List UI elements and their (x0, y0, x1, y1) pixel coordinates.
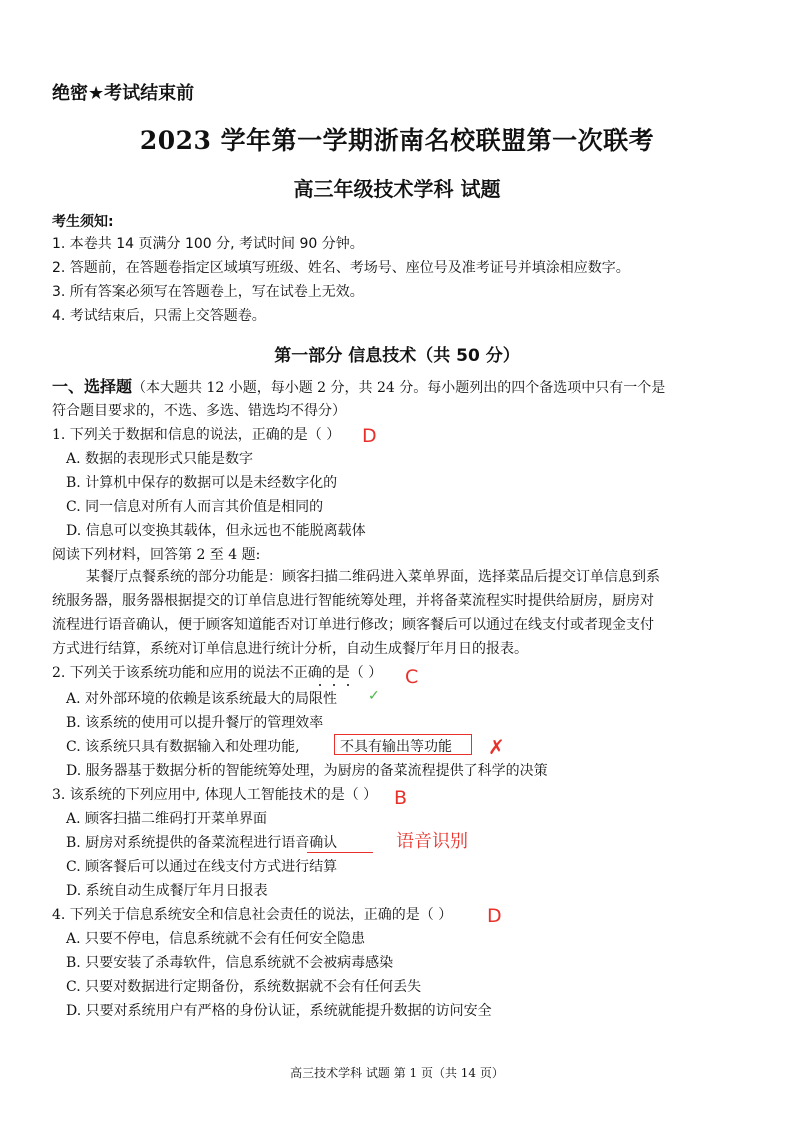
option-c: C. 同一信息对所有人而言其价值是相同的 (66, 499, 324, 515)
material-intro: 阅读下列材料，回答第 2 至 4 题: (52, 547, 261, 563)
question-stem: 2. 下列关于该系统功能和应用的说法不正确的是（ ） (52, 665, 383, 681)
option-c: C. 该系统只具有数据输入和处理功能, (66, 739, 300, 755)
handwritten-answer: C (405, 666, 419, 688)
exam-subtitle: 高三年级技术学科 试题 (293, 177, 501, 201)
option-c: C. 只要对数据进行定期备份，系统数据就不会有任何丢失 (66, 979, 422, 995)
handwritten-note: 语音识别 (396, 831, 468, 852)
option-d: D. 只要对系统用户有严格的身份认证，系统就能提升数据的访问安全 (66, 1003, 492, 1019)
notice-item: 1. 本卷共 14 页满分 100 分, 考试时间 90 分钟。 (52, 236, 364, 252)
option-a: A. 顾客扫描二维码打开菜单界面 (66, 811, 268, 827)
option-b: B. 只要安装了杀毒软件，信息系统就不会被病毒感染 (66, 955, 394, 971)
material-line: 方式进行结算，系统对订单信息进行统计分析，自动生成餐厅年月日的报表。 (52, 641, 528, 657)
exam-title: 2023 学年第一学期浙南名校联盟第一次联考 (139, 126, 655, 155)
option-a: A. 对外部环境的依赖是该系统最大的局限性 (66, 691, 338, 707)
question-stem: 3. 该系统的下列应用中, 体现人工智能技术的是（ ） (52, 787, 378, 803)
section-line-1 (52, 379, 665, 396)
handwritten-answer: D (362, 425, 377, 447)
notice-item: 2. 答题前，在答题卷指定区域填写班级、姓名、考场号、座位号及准考证号并填涂相应数字。 (52, 260, 630, 276)
option-b: B. 该系统的使用可以提升餐厅的管理效率 (66, 715, 324, 731)
option-b: B. 计算机中保存的数据可以是未经数字化的 (66, 475, 338, 491)
emphasis-dot (319, 684, 321, 686)
question-stem: 4. 下列关于信息系统安全和信息社会责任的说法，正确的是（ ） (52, 907, 453, 923)
handwritten-answer: D (487, 905, 502, 927)
section-desc-line-2: 符合题目要求的，不选、多选、错选均不得分） (52, 403, 346, 419)
secret-mark: 绝密★考试结束前 (52, 83, 195, 104)
material-line: 流程进行语音确认，便于顾客知道能否对订单进行修改；顾客餐后可以通过在线支付或者现金支付 (52, 617, 654, 633)
handwritten-underline (307, 852, 373, 853)
page-footer: 高三技术学科 试题 第 1 页（共 14 页） (290, 1066, 504, 1080)
option-d: D. 服务器基于数据分析的智能统筹处理，为厨房的备菜流程提供了科学的决策 (66, 763, 548, 779)
notice-item: 3. 所有答案必须写在答题卷上，写在试卷上无效。 (52, 284, 364, 300)
notice-heading: 考生须知: (52, 214, 114, 230)
check-mark-icon: ✓ (368, 688, 380, 704)
option-d: D. 信息可以变换其载体，但永远也不能脱离载体 (66, 523, 366, 539)
part-title: 第一部分 信息技术（共 50 分） (274, 346, 520, 366)
cross-mark-icon: ✗ (488, 735, 505, 759)
option-c: C. 顾客餐后可以通过在线支付方式进行结算 (66, 859, 338, 875)
section-heading: 一、选择题 (52, 377, 133, 396)
notice-item: 4. 考试结束后，只需上交答题卷。 (52, 308, 266, 324)
option-d: D. 系统自动生成餐厅年月日报表 (66, 883, 268, 899)
section-desc: （本大题共 12 小题，每小题 2 分，共 24 分。每小题列出的四个备选项中只有一个是 (132, 380, 666, 396)
option-a: A. 只要不停电，信息系统就不会有任何安全隐患 (66, 931, 366, 947)
material-line: 某餐厅点餐系统的部分功能是：顾客扫描二维码进入菜单界面，选择菜品后提交订单信息到系 (86, 569, 660, 585)
emphasis-dot (333, 684, 335, 686)
option-a: A. 数据的表现形式只能是数字 (66, 451, 254, 467)
handwritten-answer: B (394, 787, 408, 809)
emphasis-dot (347, 684, 349, 686)
material-line: 统服务器，服务器根据提交的订单信息进行智能统筹处理，并将备菜流程实时提供给厨房，厨房对 (52, 593, 654, 609)
option-b: B. 厨房对系统提供的备菜流程进行语音确认 (66, 835, 338, 851)
question-stem: 1. 下列关于数据和信息的说法，正确的是（ ） (52, 427, 341, 443)
option-c-boxed-text: 不具有输出等功能 (340, 739, 452, 755)
